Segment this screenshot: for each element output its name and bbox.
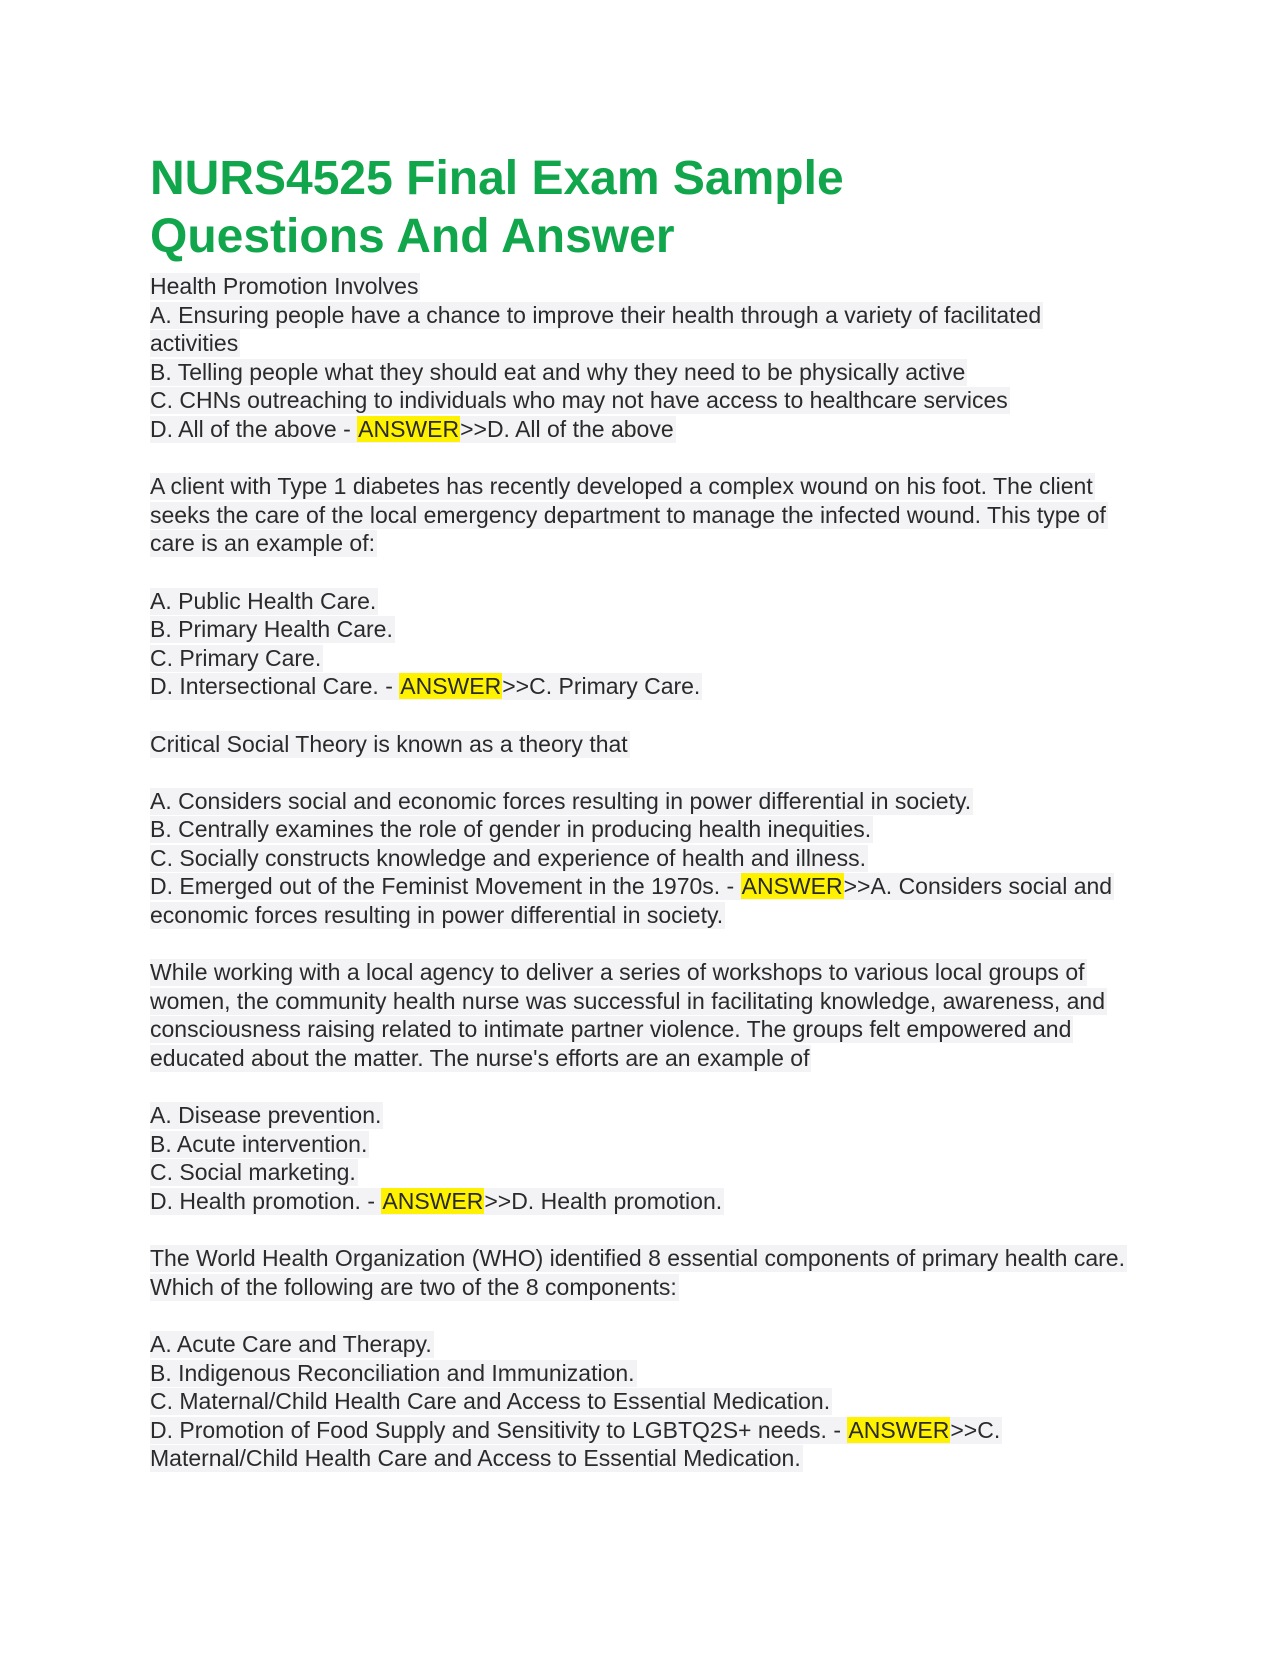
option-a: A. Acute Care and Therapy.: [150, 1330, 432, 1357]
answer-text: >>D. Health promotion.: [484, 1188, 723, 1214]
question-stem: A client with Type 1 diabetes has recently developed a complex wound on his foot. The client seeks the care of the local emergency department to manage the infected wound. This type of care is an example of:: [150, 473, 1106, 557]
option-c: C. Primary Care.: [150, 644, 322, 671]
answer-badge: ANSWER: [358, 415, 460, 442]
question-stem: While working with a local agency to deliver a series of workshops to various local groups of women, the community health nurse was successful in facilitating knowledge, awareness, and consciousness raising related to intimate partner violence. The groups felt empowered and educated about the matter. The nurse's efforts are an example of: [150, 959, 1105, 1072]
question-5: [150, 1244, 1130, 1473]
title-line-1: NURS4525 Final Exam Sample: [150, 152, 844, 205]
answer-badge: ANSWER: [848, 1416, 950, 1443]
answer-badge: ANSWER: [382, 1188, 484, 1214]
answer-badge: ANSWER: [741, 873, 843, 900]
option-d: D. Health promotion. -: [150, 1188, 382, 1214]
question-3: [150, 730, 1130, 930]
answer-text: >>A. Considers social and economic forces resulting in power differential in society.: [150, 873, 1113, 929]
option-d: D. Emerged out of the Feminist Movement in the 1970s. -: [150, 873, 741, 900]
title-line-2: Questions And Answer: [150, 210, 675, 263]
option-d: D. Intersectional Care. -: [150, 673, 400, 700]
option-b: B. Telling people what they should eat and why they need to be physically active: [150, 358, 966, 385]
option-a: A. Considers social and economic forces resulting in power differential in society.: [150, 787, 972, 814]
option-c: C. CHNs outreaching to individuals who may not have access to healthcare services: [150, 387, 1008, 414]
answer-text: >>D. All of the above: [460, 415, 674, 442]
answer-badge: ANSWER: [400, 673, 502, 700]
option-d: D. All of the above -: [150, 415, 358, 442]
option-a: A. Public Health Care.: [150, 587, 377, 614]
option-c: C. Maternal/Child Health Care and Access to Essential Medication.: [150, 1388, 831, 1415]
question-stem: Critical Social Theory is known as a theory that: [150, 730, 628, 757]
question-4: [150, 958, 1130, 1215]
question-stem: Health Promotion Involves: [150, 273, 419, 299]
option-d: D. Promotion of Food Supply and Sensitivity to LGBTQ2S+ needs. -: [150, 1416, 848, 1443]
option-c: C. Social marketing.: [150, 1159, 356, 1186]
document-content: [150, 150, 1130, 1473]
question-stem: The World Health Organization (WHO) identified 8 essential components of primary health care. Which of the following are two of the 8 components:: [150, 1245, 1125, 1300]
answer-text: >>C. Maternal/Child Health Care and Access to Essential Medication.: [150, 1416, 1001, 1472]
option-c: C. Socially constructs knowledge and experience of health and illness.: [150, 844, 866, 871]
question-1: [150, 272, 1130, 444]
option-b: B. Primary Health Care.: [150, 616, 393, 643]
option-a: A. Ensuring people have a chance to improve their health through a variety of facilitated activities: [150, 301, 1042, 357]
document-title: [150, 150, 1130, 266]
option-a: A. Disease prevention.: [150, 1102, 382, 1129]
question-2: [150, 472, 1130, 701]
option-b: B. Acute intervention.: [150, 1130, 368, 1157]
option-b: B. Centrally examines the role of gender in producing health inequities.: [150, 816, 872, 843]
option-b: B. Indigenous Reconciliation and Immunization.: [150, 1359, 635, 1386]
answer-text: >>C. Primary Care.: [502, 673, 701, 700]
